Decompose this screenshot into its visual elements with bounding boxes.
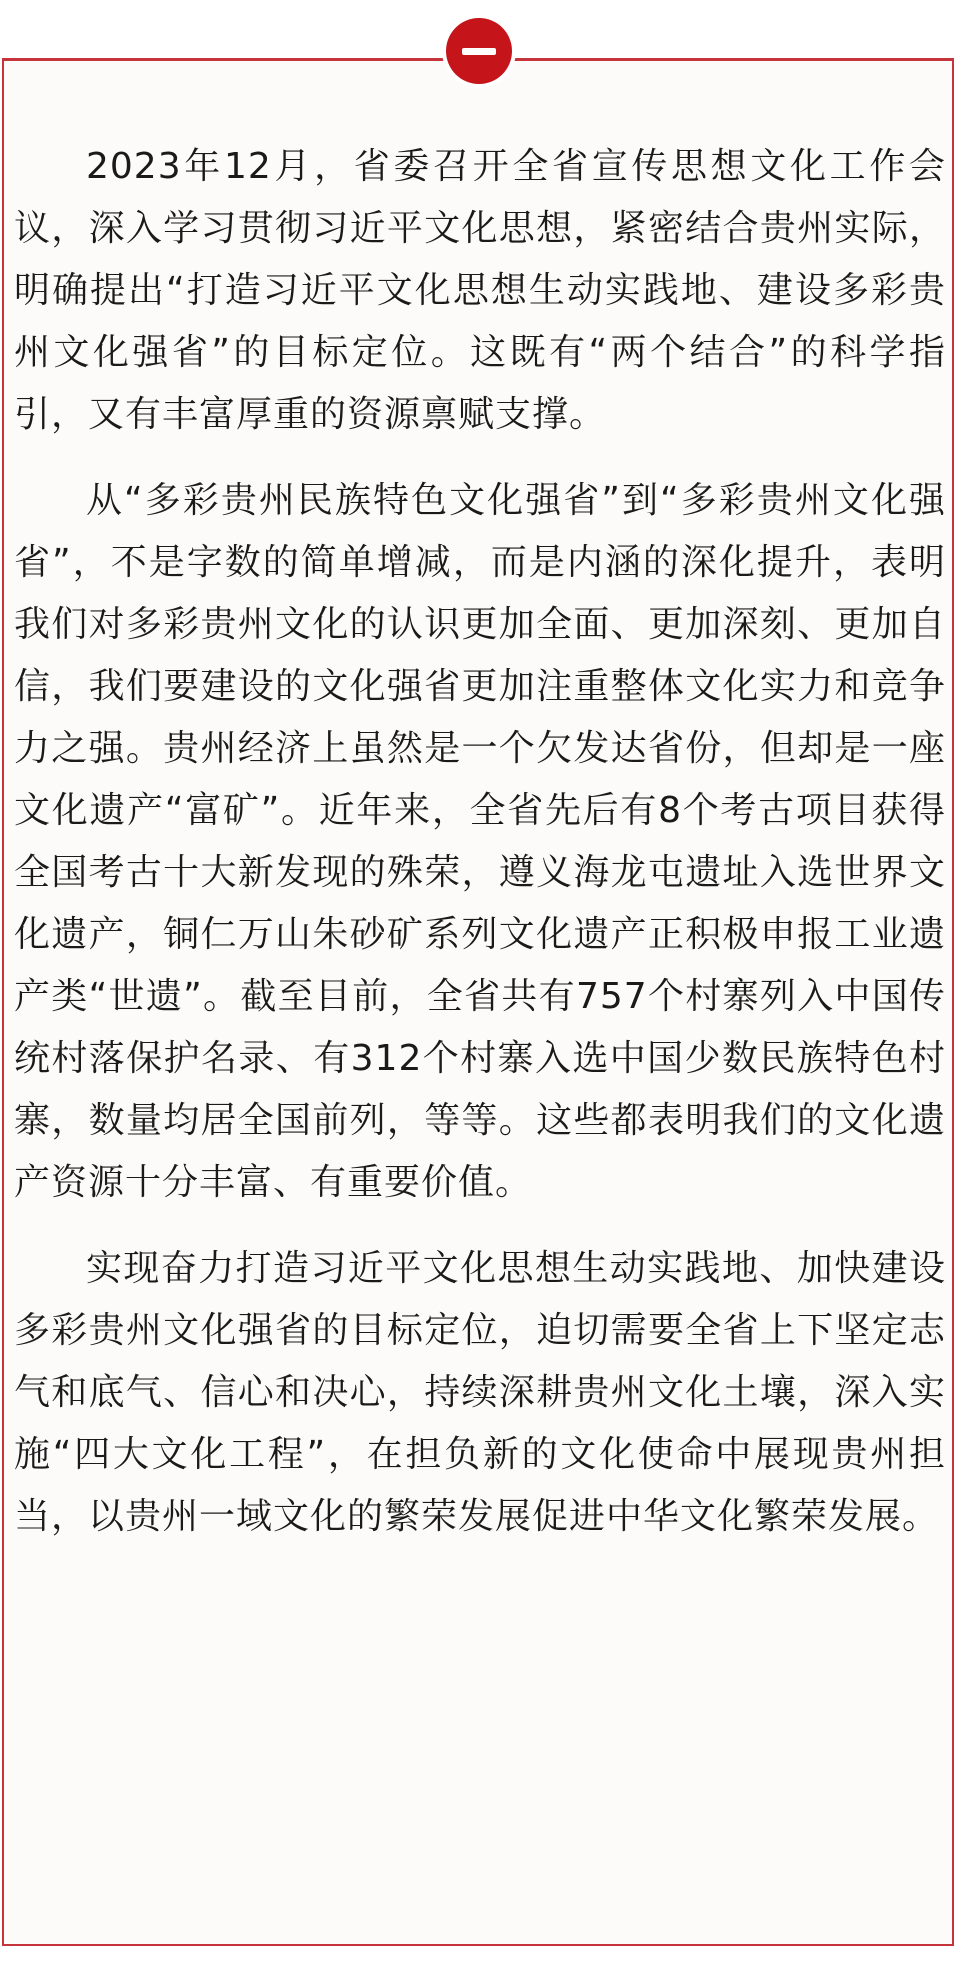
article-paragraph-3: 实现奋力打造习近平文化思想生动实践地、加快建设多彩贵州文化强省的目标定位，迫切需要全省上下坚定志气和底气、信心和决心，持续深耕贵州文化土壤，深入实施“四大文化工程”，在担负新的文化使命中展现贵州担当，以贵州一域文化的繁荣发展促进中华文化繁荣发展。 [14,1248,946,1537]
numeral-one-icon [462,48,496,55]
article-paragraph-1: 2023年12月，省委召开全省宣传思想文化工作会议，深入学习贯彻习近平文化思想，紧密结合贵州实际，明确提出“打造习近平文化思想生动实践地、建设多彩贵州文化强省”的目标定位。这既有“两个结合”的科学指引，又有丰富厚重的资源禀赋支撑。 [14,146,946,435]
article-body [14,136,946,1548]
article-paragraph-2: 从“多彩贵州民族特色文化强省”到“多彩贵州文化强省”，不是字数的简单增减，而是内涵的深化提升，表明我们对多彩贵州文化的认识更加全面、更加深刻、更加自信，我们要建设的文化强省更加注重整体文化实力和竞争力之强。贵州经济上虽然是一个欠发达省份，但却是一座文化遗产“富矿”。近年来，全省先后有8个考古项目获得全国考古十大新发现的殊荣，遵义海龙屯遗址入选世界文化遗产，铜仁万山朱砂矿系列文化遗产正积极申报工业遗产类“世遗”。截至目前，全省共有757个村寨列入中国传统村落保护名录、有312个村寨入选中国少数民族特色村寨，数量均居全国前列，等等。这些都表明我们的文化遗产资源十分丰富、有重要价值。 [14,480,946,1203]
section-number-badge [446,18,512,84]
